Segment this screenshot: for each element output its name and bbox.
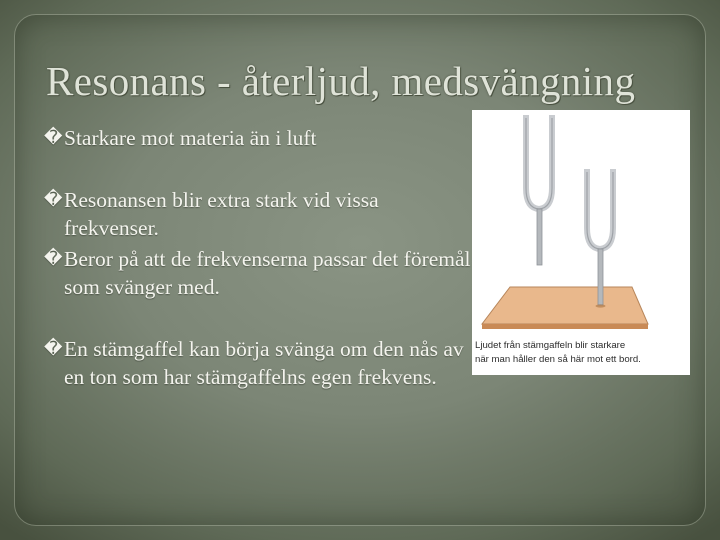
bullet-item [44, 124, 474, 152]
table-top [482, 287, 648, 324]
bullet-item [44, 186, 474, 242]
caption-line: när man håller den så här mot ett bord. [475, 354, 641, 365]
bullet-text: Resonansen blir extra stark vid vissa frekvenser. [64, 188, 379, 240]
bullet-marker: � [44, 338, 63, 359]
caption-line: Ljudet från stämgaffeln blir starkare [475, 340, 626, 351]
tuning-fork-figure [472, 110, 690, 375]
bullet-text: Beror på att de frekvenserna passar det föremål som svänger med. [64, 247, 471, 299]
figure-caption [472, 339, 690, 367]
bullet-text: Starkare mot materia än i luft [64, 126, 317, 150]
bullet-item [44, 335, 474, 391]
tuning-fork-left-icon [526, 118, 552, 265]
bullet-marker: � [44, 127, 63, 148]
bullet-marker: � [44, 189, 63, 210]
slide-title: Resonans - återljud, medsvängning [46, 58, 636, 104]
bullet-item [44, 245, 474, 301]
tuning-fork-illustration [472, 110, 690, 340]
bullet-list [44, 124, 474, 391]
bullet-marker: � [44, 248, 63, 269]
bullet-text: En stämgaffel kan börja svänga om den nås av en ton som har stämgaffelns egen frekvens. [64, 337, 464, 389]
table-front [482, 324, 648, 329]
